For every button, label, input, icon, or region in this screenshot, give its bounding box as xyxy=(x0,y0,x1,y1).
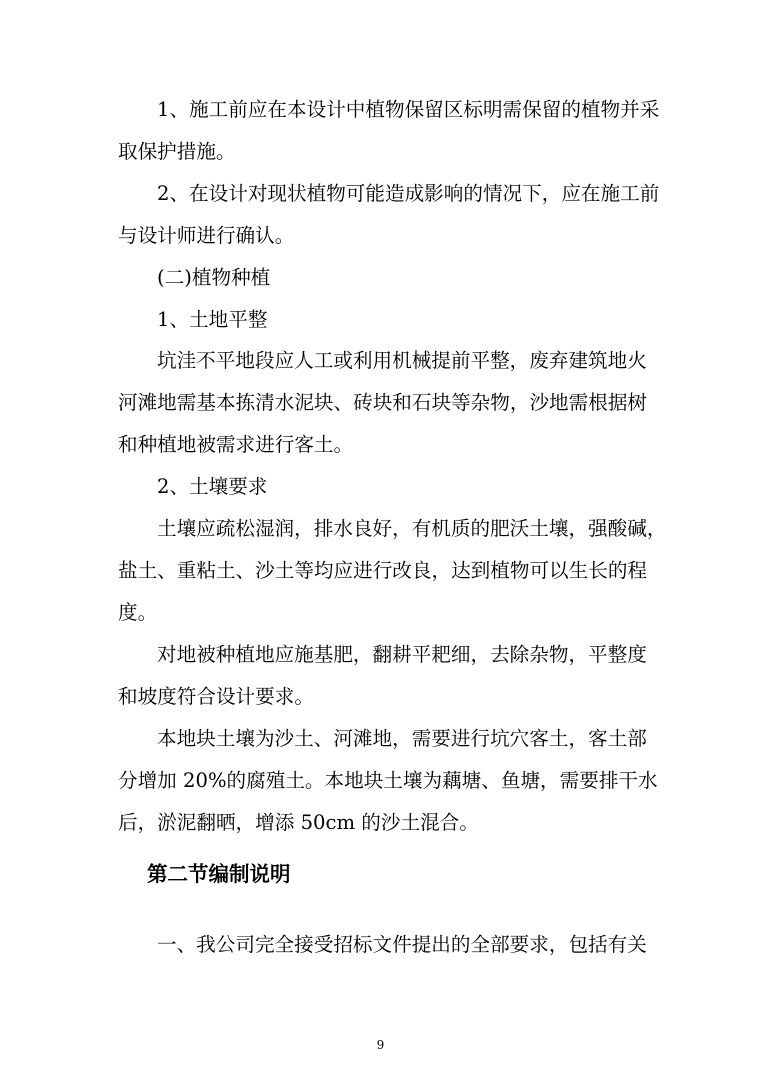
section-heading: 第二节编制说明 xyxy=(147,862,291,886)
item-land-leveling: 1、土地平整 xyxy=(157,308,268,331)
paragraph-line: 和种植地被需求进行客土。 xyxy=(118,433,354,456)
paragraph-line: 对地被种植地应施基肥，翻耕平耙细，去除杂物，平整度 xyxy=(157,643,647,666)
paragraph-line: 度。 xyxy=(118,601,158,624)
paragraph-line: 后，淤泥翻晒，增添 50cm 的沙土混合。 xyxy=(118,811,479,834)
paragraph-line: 土壤应疏松湿润，排水良好，有机质的肥沃土壤，强酸碱， xyxy=(157,517,667,540)
paragraph-line: 分增加 20%的腐殖土。本地块土壤为藕塘、鱼塘，需要排干水 xyxy=(118,769,658,792)
paragraph-line: 河滩地需基本拣清水泥块、砖块和石块等杂物，沙地需根据树 xyxy=(118,391,648,414)
paragraph-line: 1、施工前应在本设计中植物保留区标明需保留的植物并采 xyxy=(157,98,660,121)
paragraph-line: 盐土、重粘土、沙土等均应进行改良，达到植物可以生长的程 xyxy=(118,559,648,582)
paragraph-line: 取保护措施。 xyxy=(118,140,236,163)
paragraph-line: 2、在设计对现状植物可能造成影响的情况下，应在施工前 xyxy=(157,182,660,205)
item-soil-requirements: 2、土壤要求 xyxy=(157,475,268,498)
paragraph-line: 一、我公司完全接受招标文件提出的全部要求，包括有关 xyxy=(157,933,647,956)
paragraph-line: 与设计师进行确认。 xyxy=(118,224,295,247)
paragraph-line: 和坡度符合设计要求。 xyxy=(118,685,314,708)
page-number: 9 xyxy=(376,1038,385,1052)
paragraph-line: 坑洼不平地段应人工或利用机械提前平整，废弃建筑地火 xyxy=(157,349,647,372)
paragraph-line: 本地块土壤为沙土、河滩地，需要进行坑穴客土，客土部 xyxy=(157,727,647,750)
subheading-plant-planting: (二)植物种植 xyxy=(157,266,271,289)
